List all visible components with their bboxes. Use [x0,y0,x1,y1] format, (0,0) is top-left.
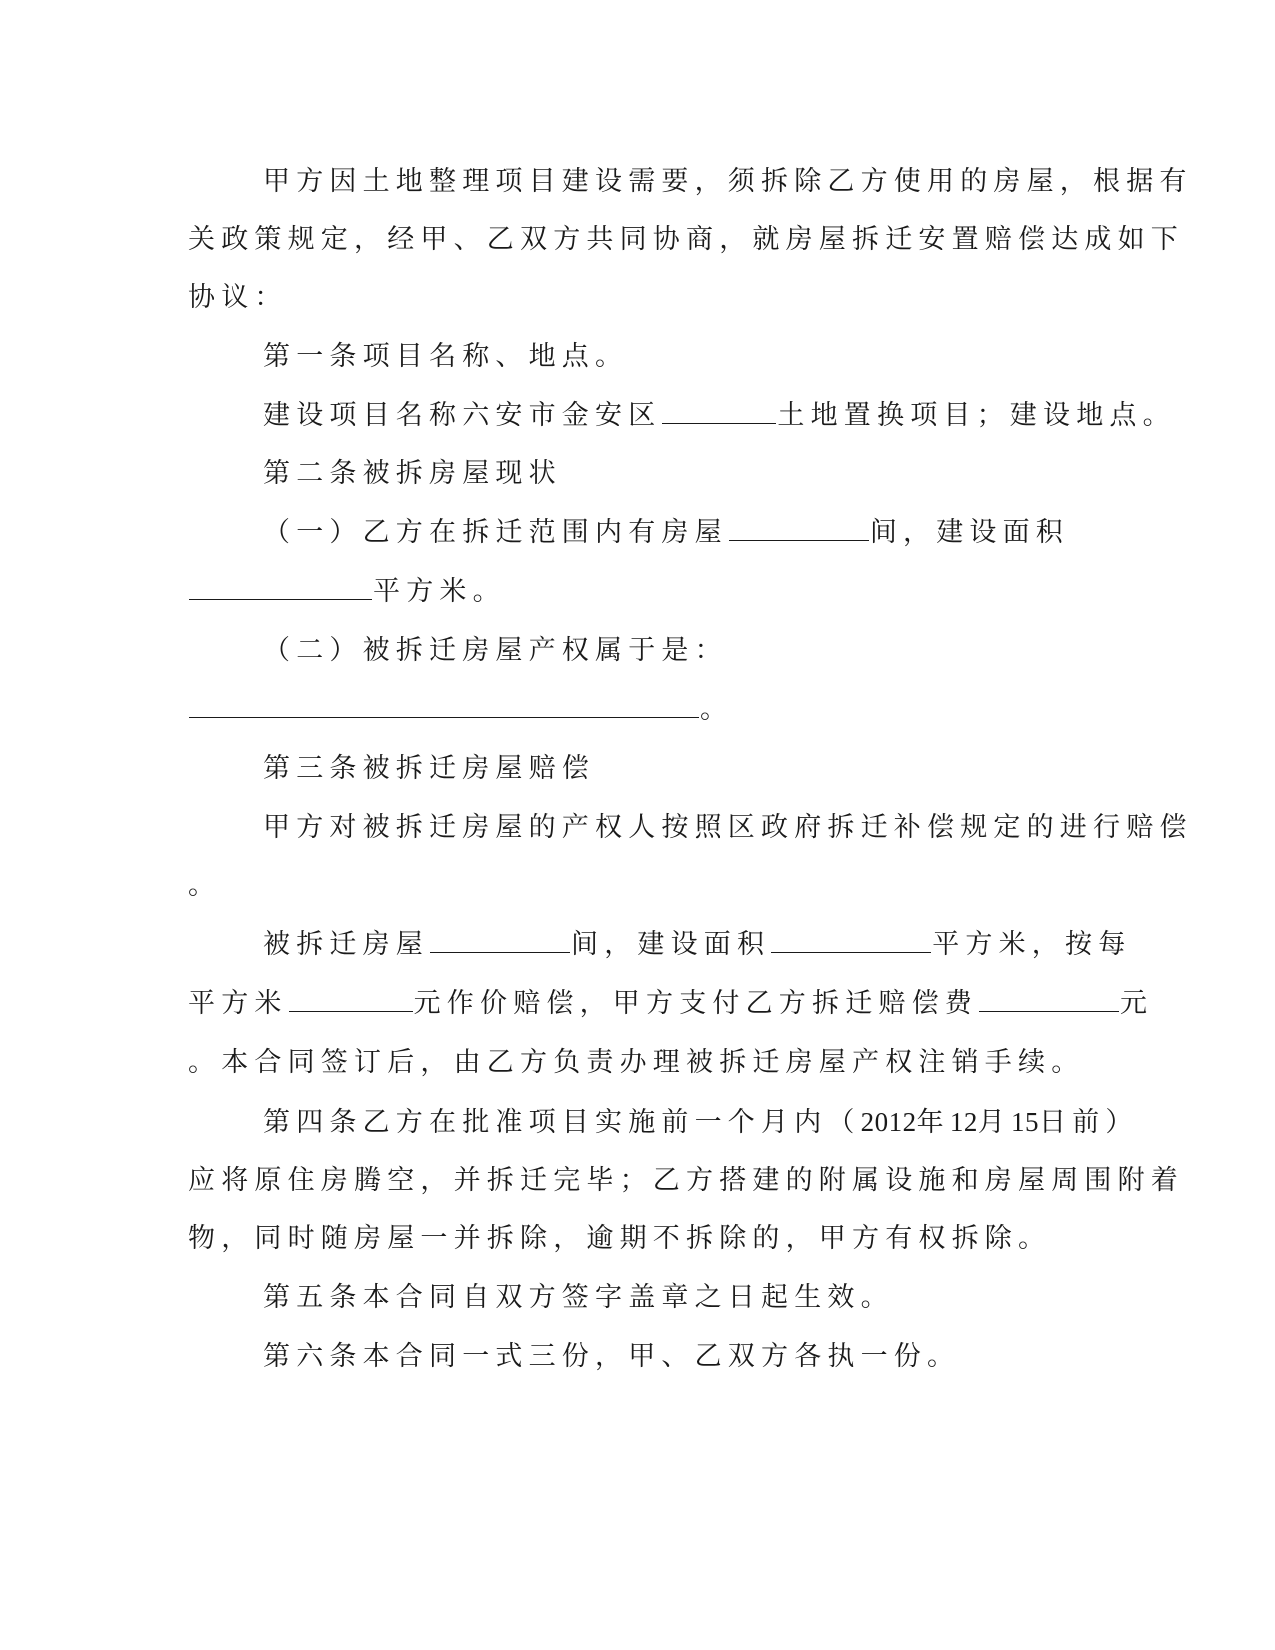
article-1-title [263,341,628,373]
article-3-para-2-text-d: 平方米 [188,988,288,1019]
article-3-para-1 [263,812,1193,844]
article-6 [263,1341,960,1373]
article-5-text: 第五条本合同自双方签字盖章之日起生效。 [263,1282,894,1313]
article-2-item-2-text: （二）被拆迁房屋产权属于是： [263,635,728,666]
preamble-text-1: 甲方因土地整理项目建设需要，须拆除乙方使用的房屋，根据有 [263,166,1193,197]
preamble-text-2: 关政策规定，经甲、乙双方共同协商，就房屋拆迁安置赔偿达成如下 [188,224,1184,255]
room-count-blank [729,518,869,541]
article-3-para-1-text: 甲方对被拆迁房屋的产权人按照区政府拆迁补偿规定的进行赔偿 [263,812,1193,843]
article-3-para-2-line-2 [188,988,1153,1020]
article-4-text-b: 年 [916,1107,950,1138]
article-2-item-1-text-b: 间，建设面积 [869,517,1070,548]
deadline-day: 15 [1011,1107,1040,1137]
article-4-text-d: 日前） [1039,1107,1139,1138]
article-2-item-2-cont [188,694,733,726]
article-3-para-2-text-b: 间，建设面积 [571,929,771,960]
preamble-line-3 [188,282,288,314]
deadline-year: 2012 [860,1107,917,1137]
article-4-line-3 [188,1223,1051,1255]
article-4-line-1 [263,1106,1139,1139]
article-4-text-line-2: 应将原住房腾空，并拆迁完毕；乙方搭建的附属设施和房屋周围附着 [188,1165,1184,1196]
article-2-title-text: 第二条被拆房屋现状 [263,458,562,489]
article-4-text-a: 第四条乙方在批准项目实施前一个月内（ [263,1107,861,1138]
demolished-room-blank [430,930,570,953]
article-2-title [263,458,562,490]
article-2-item-2-end: 。 [700,694,734,725]
article-4-text-line-3: 物，同时随房屋一并拆除，逾期不拆除的，甲方有权拆除。 [188,1223,1052,1254]
article-3-para-1-cont [188,870,221,902]
article-4-text-c: 月 [977,1107,1012,1138]
article-3-para-2-text-g: 。本合同签订后，由乙方负责办理被拆迁房屋产权注销手续。 [188,1047,1085,1078]
article-2-item-2 [263,635,728,667]
compensation-blank [979,989,1119,1012]
article-3-para-2-text-a: 被拆迁房屋 [263,929,429,960]
article-3-para-1-end: 。 [188,870,222,901]
demolished-area-blank [771,930,931,953]
unit-price-blank [289,989,413,1012]
preamble-text-3: 协议： [188,282,288,313]
article-3-title-text: 第三条被拆迁房屋赔偿 [263,753,595,784]
article-3-para-2-text-e: 元作价赔偿，甲方支付乙方拆迁赔偿费 [413,988,979,1019]
article-2-item-1-cont [188,576,506,608]
preamble-line-2 [188,224,1184,256]
article-3-para-2-text-f: 元 [1120,988,1154,1019]
project-name-blank [662,401,776,424]
article-2-item-1 [263,517,1069,549]
article-1-body-text-b: 土地置换项目；建设地点。 [777,400,1176,431]
preamble-line-1 [263,166,1193,198]
article-6-text: 第六条本合同一式三份，甲、乙双方各执一份。 [263,1341,961,1372]
article-2-item-1-text-c: 平方米。 [373,576,506,607]
article-3-para-2-line-3 [188,1047,1084,1079]
article-4-line-2 [188,1165,1184,1197]
owner-blank [189,695,699,718]
article-3-para-2-text-c: 平方米，按每 [932,929,1132,960]
article-3-title [263,753,595,785]
area-blank [189,577,372,600]
article-1-title-text: 第一条项目名称、地点。 [263,341,629,372]
article-3-para-2-line-1 [263,929,1131,961]
article-2-item-1-text-a: （一）乙方在拆迁范围内有房屋 [263,517,728,548]
article-5 [263,1282,894,1314]
deadline-month: 12 [949,1107,978,1137]
article-1-body [263,400,1176,432]
article-1-body-text-a: 建设项目名称六安市金安区 [263,400,662,431]
